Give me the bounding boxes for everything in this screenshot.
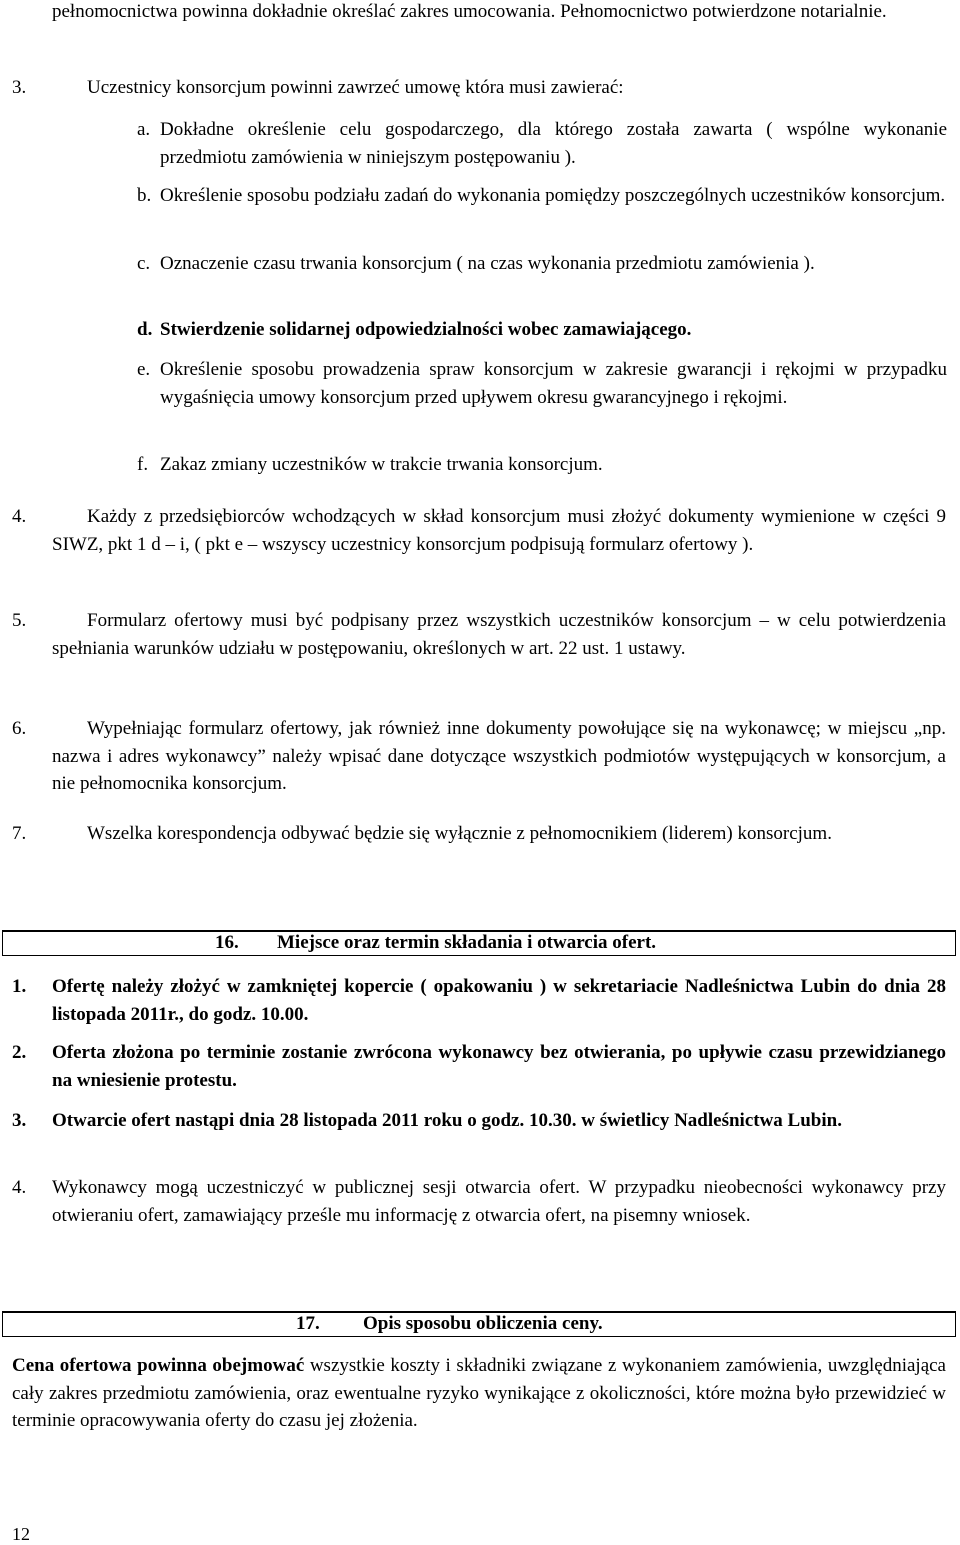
item-number: 3. xyxy=(12,77,27,98)
section-17-title: Opis sposobu obliczenia ceny. xyxy=(363,1313,603,1334)
item-number: 4. xyxy=(12,506,27,527)
s16-item-text: Wykonawcy mogą uczestniczyć w publicznej sesji otwarcia ofert. W przypadku nieobecności wykonawcy przy otwieraniu ofert, zamawiający prześle mu informację z otwarcia ofert, na pisemny wniosek. xyxy=(52,1177,946,1226)
subitem-text: Stwierdzenie solidarnej odpowiedzialności wobec zamawiającego. xyxy=(160,319,692,340)
item-number: 7. xyxy=(12,823,27,844)
item-text: Wszelka korespondencja odbywać będzie się wyłącznie z pełnomocnikiem (liderem) konsorcjum. xyxy=(87,823,832,844)
s16-item-number: 2. xyxy=(12,1042,27,1063)
subitem-text: Określenie sposobu prowadzenia spraw konsorcjum w zakresie gwarancji i rękojmi w przypadku wygaśnięcia umowy konsorcjum przed upływem okresu gwarancyjnego i rękojmi. xyxy=(160,359,947,408)
page-number: 12 xyxy=(12,1524,30,1544)
s16-item-number: 3. xyxy=(12,1110,27,1131)
s16-item-text: Otwarcie ofert nastąpi dnia 28 listopada 2011 roku o godz. 10.30. w świetlicy Nadleśnictwa Lubin. xyxy=(52,1110,842,1131)
subitem-letter: b. xyxy=(137,185,152,206)
section-17-number: 17. xyxy=(296,1313,320,1334)
item-number: 5. xyxy=(12,610,27,631)
subitem-letter: f. xyxy=(137,454,149,475)
item-number: 6. xyxy=(12,718,27,739)
intro-paragraph: pełnomocnictwa powinna dokładnie określać zakres umocowania. Pełnomocnictwo potwierdzone notarialnie. xyxy=(52,1,887,22)
section-17-paragraph xyxy=(12,1352,946,1435)
section-17-text: wszystkie koszty i składniki związane z wykonaniem zamówienia, uwzględniająca cały zakres przedmiotu zamówienia, oraz ewentualne ryzyko wynikające z okoliczności, które można było przewidzieć w terminie opracowywania oferty do czasu jej złożenia. xyxy=(12,1355,946,1431)
section-16-number: 16. xyxy=(215,932,239,953)
subitem-letter: d. xyxy=(137,319,153,340)
subitem-letter: a. xyxy=(137,119,151,140)
s16-item-text: Oferta złożona po terminie zostanie zwrócona wykonawcy bez otwierania, po upływie czasu przewidzianego na wniesienie protestu. xyxy=(52,1042,946,1091)
subitem-letter: c. xyxy=(137,253,151,274)
subitem-text: Określenie sposobu podziału zadań do wykonania pomiędzy poszczególnych uczestników konsorcjum. xyxy=(160,185,946,206)
s16-item-number: 4. xyxy=(12,1177,27,1198)
subitem-text: Zakaz zmiany uczestników w trakcie trwania konsorcjum. xyxy=(160,454,603,475)
section-17-lead: Cena ofertowa powinna obejmować xyxy=(12,1355,305,1376)
item-text: Uczestnicy konsorcjum powinni zawrzeć umowę która musi zawierać: xyxy=(87,77,624,98)
subitem-letter: e. xyxy=(137,359,151,380)
subitem-text: Dokładne określenie celu gospodarczego, dla którego została zawarta ( wspólne wykonanie przedmiotu zamówienia w niniejszym postępowaniu ). xyxy=(160,119,947,168)
item-text: Każdy z przedsiębiorców wchodzących w skład konsorcjum musi złożyć dokumenty wymienione w części 9 SIWZ, pkt 1 d – i, ( pkt e – wszyscy uczestnicy konsorcjum podpisują formularz ofertowy ). xyxy=(52,506,946,555)
item-text: Formularz ofertowy musi być podpisany przez wszystkich uczestników konsorcjum – w celu potwierdzenia spełniania warunków udziału w postępowaniu, określonych w art. 22 ust. 1 ustawy. xyxy=(52,610,946,659)
s16-item-number: 1. xyxy=(12,976,27,997)
s16-item-text: Ofertę należy złożyć w zamkniętej kopercie ( opakowaniu ) w sekretariacie Nadleśnictwa Lubin do dnia 28 listopada 2011r., do godz. 10.00. xyxy=(52,976,946,1025)
item-text: Wypełniając formularz ofertowy, jak również inne dokumenty powołujące się na wykonawcę; w miejscu „np. nazwa i adres wykonawcy” należy wpisać dane dotyczące wszystkich podmiotów występujących w konsorcjum, a nie pełnomocnika konsorcjum. xyxy=(52,718,946,794)
subitem-text: Oznaczenie czasu trwania konsorcjum ( na czas wykonania przedmiotu zamówienia ). xyxy=(160,253,815,274)
section-16-title: Miejsce oraz termin składania i otwarcia ofert. xyxy=(277,932,657,953)
